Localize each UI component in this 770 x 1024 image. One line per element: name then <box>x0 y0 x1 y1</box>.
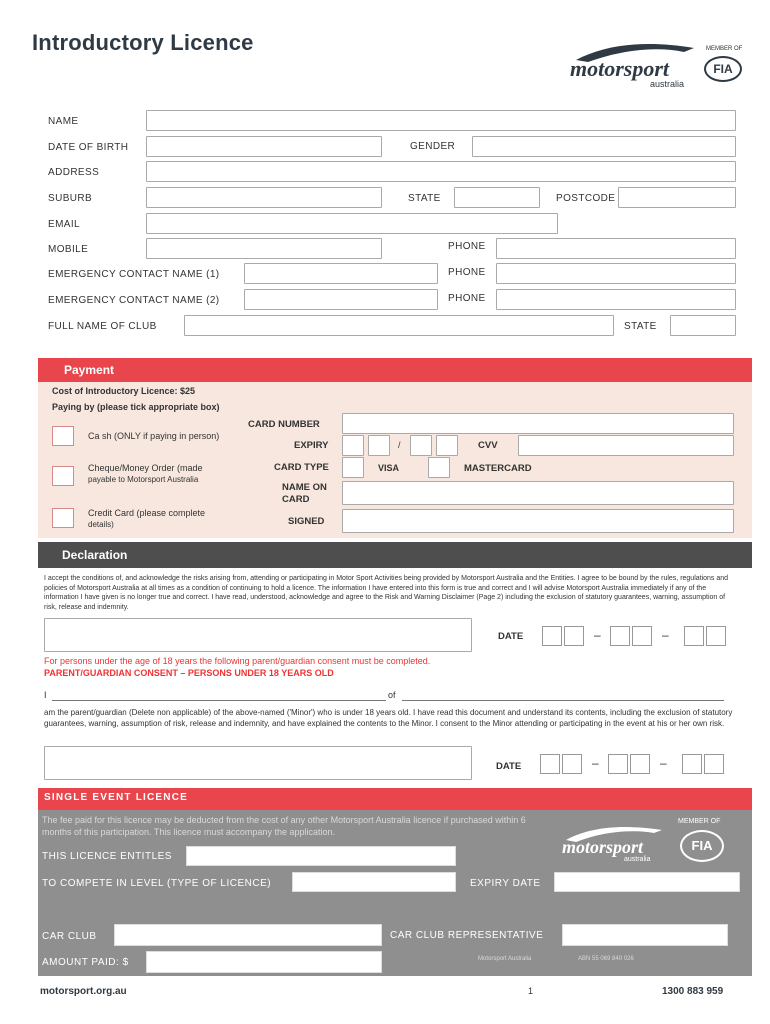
state-field[interactable] <box>454 187 540 208</box>
decl-date-box-1[interactable] <box>542 626 562 646</box>
paying-by-text: Paying by (please tick appropriate box) <box>52 402 220 412</box>
signed-label: SIGNED <box>288 516 325 527</box>
compete-label: TO COMPETE IN LEVEL (TYPE OF LICENCE) <box>42 878 272 889</box>
footer-page-number: 1 <box>528 986 534 996</box>
credit-label: Credit Card (please complete <box>88 508 206 518</box>
mastercard-label: MASTERCARD <box>464 463 532 474</box>
fia-logo-icon <box>704 56 742 82</box>
decl-date-box-3[interactable] <box>610 626 630 646</box>
dob-label: DATE OF BIRTH <box>48 142 129 153</box>
consent-date-box-2[interactable] <box>562 754 582 774</box>
decl-date-box-4[interactable] <box>632 626 652 646</box>
gender-label: GENDER <box>410 141 456 152</box>
visa-label: VISA <box>378 463 400 473</box>
decl-date-dash-2: – <box>662 628 669 642</box>
cvv-label: CVV <box>478 440 498 451</box>
email-label: EMAIL <box>48 219 81 230</box>
emergency1-label: EMERGENCY CONTACT NAME (1) <box>48 269 220 280</box>
consent-date-dash-1: – <box>592 756 599 770</box>
club-state-label: STATE <box>624 321 657 332</box>
single-event-fia-text: FIA <box>691 838 713 853</box>
consent-date-dash-2: – <box>660 756 667 770</box>
ma-small-text: Motorsport Australia <box>478 956 532 962</box>
cash-checkbox[interactable] <box>52 426 74 446</box>
footer-phone: 1300 883 959 <box>662 986 724 997</box>
decl-date-dash-1: – <box>594 628 601 642</box>
dob-field[interactable] <box>146 136 382 157</box>
cheque-label: Cheque/Money Order (made <box>88 463 203 473</box>
single-event-title: SINGLE EVENT LICENCE <box>44 792 189 803</box>
consent-i-label: I <box>44 690 47 700</box>
declaration-header <box>38 542 752 568</box>
logo-text: motorsport <box>570 56 670 81</box>
expiry-yy-1[interactable] <box>410 435 432 456</box>
signed-field[interactable] <box>342 509 734 533</box>
amount-paid-label: AMOUNT PAID: $ <box>42 957 129 968</box>
visa-checkbox[interactable] <box>342 457 364 478</box>
decl-date-box-6[interactable] <box>706 626 726 646</box>
name-on-card-field[interactable] <box>342 481 734 505</box>
suburb-label: SUBURB <box>48 193 93 204</box>
emergency2-label: EMERGENCY CONTACT NAME (2) <box>48 295 220 306</box>
cash-label: Ca sh (ONLY if paying in person) <box>88 431 220 441</box>
consent-date-box-6[interactable] <box>704 754 724 774</box>
car-club-field[interactable] <box>114 924 382 946</box>
card-label: CARD <box>282 494 310 505</box>
payment-header <box>38 358 752 382</box>
amount-paid-field[interactable] <box>146 951 382 973</box>
single-event-motorsport-logo <box>560 822 670 872</box>
cost-text: Cost of Introductory Licence: $25 <box>52 386 196 396</box>
expiry-mm-2[interactable] <box>368 435 390 456</box>
emergency1-phone-field[interactable] <box>496 263 736 284</box>
consent-title: PARENT/GUARDIAN CONSENT – PERSONS UNDER 18 YEARS OLD <box>44 668 334 678</box>
suburb-field[interactable] <box>146 187 382 208</box>
car-club-label: CAR CLUB <box>42 931 97 942</box>
single-event-logo-text: motorsport <box>562 837 644 857</box>
consent-text: am the parent/guardian (Delete non applicable) of the above-named ('Minor') who is under 18 years old. I have read this document and understand its contents, including the exclusion of statutory guarantees, warning, assumption of risk, release and indemnity, and have explained the contents to the Minor. I consent to the Minor attending or participating in the event at his or her own risk. <box>44 708 733 728</box>
decl-date-box-2[interactable] <box>564 626 584 646</box>
expiry-date-label: EXPIRY DATE <box>470 878 541 889</box>
address-label: ADDRESS <box>48 167 100 178</box>
mastercard-checkbox[interactable] <box>428 457 450 478</box>
declaration-title: Declaration <box>62 548 128 562</box>
single-event-fia-icon <box>680 830 724 862</box>
emergency1-field[interactable] <box>244 263 438 284</box>
expiry-yy-2[interactable] <box>436 435 458 456</box>
motorsport-logo <box>566 38 706 88</box>
single-event-logo-subtext: australia <box>624 856 651 863</box>
parent-address-line[interactable] <box>402 700 724 701</box>
cheque-checkbox[interactable] <box>52 466 74 486</box>
mobile-field[interactable] <box>146 238 382 259</box>
declaration-date-label: DATE <box>498 631 524 642</box>
card-number-field[interactable] <box>342 413 734 434</box>
consent-date-box-4[interactable] <box>630 754 650 774</box>
consent-date-box-5[interactable] <box>682 754 702 774</box>
entitles-label: THIS LICENCE ENTITLES <box>42 851 172 862</box>
emergency1-phone-label: PHONE <box>448 267 486 278</box>
emergency2-phone-field[interactable] <box>496 289 736 310</box>
parent-name-line[interactable] <box>52 700 386 701</box>
car-club-rep-label: CAR CLUB REPRESENTATIVE <box>390 930 544 941</box>
decl-date-box-5[interactable] <box>684 626 704 646</box>
cvv-field[interactable] <box>518 435 734 456</box>
phone-label: PHONE <box>448 241 486 252</box>
member-of-label: MEMBER OF <box>706 46 743 52</box>
consent-date-label: DATE <box>496 761 522 772</box>
card-type-label: CARD TYPE <box>274 462 329 473</box>
credit-label-2: details) <box>88 520 114 529</box>
cheque-label-2: payable to Motorsport Australia <box>88 475 199 484</box>
single-event-intro: The fee paid for this licence may be deducted from the cost of any other Motorsport Australia licence if purchased within 6 months of this participation. This licence must accompany the application. <box>42 815 526 837</box>
club-field[interactable] <box>184 315 614 336</box>
expiry-date-field[interactable] <box>554 872 740 892</box>
consent-date-box-3[interactable] <box>608 754 628 774</box>
consent-of-label: of <box>388 690 396 700</box>
club-state-field[interactable] <box>670 315 736 336</box>
gender-field[interactable] <box>472 136 736 157</box>
expiry-slash: / <box>398 440 401 450</box>
declaration-signature-field[interactable] <box>44 618 472 652</box>
under18-notice: For persons under the age of 18 years the following parent/guardian consent must be completed. <box>44 656 431 666</box>
card-number-label: CARD NUMBER <box>248 419 320 430</box>
compete-field[interactable] <box>292 872 456 892</box>
single-event-member-of: MEMBER OF <box>678 818 721 825</box>
postcode-label: POSTCODE <box>556 193 616 204</box>
name-label: NAME <box>48 116 79 127</box>
fia-text: FIA <box>713 62 733 76</box>
consent-date-box-1[interactable] <box>540 754 560 774</box>
address-field[interactable] <box>146 161 736 182</box>
expiry-mm-1[interactable] <box>342 435 364 456</box>
name-on-label: NAME ON <box>282 482 327 493</box>
mobile-label: MOBILE <box>48 244 89 255</box>
declaration-text: I accept the conditions of, and acknowledge the risks arising from, attending or participating in Motor Sport Activities being provided by Motorsport Australia and the Entities. I agree to be bound by the rules, regulations and policies of Motorsport Australia at all times as a condition of continuing to hold a licence. The information I have entered into this form is true and correct and I will advise Motorsport Australia immediately if any of the information I have given is no longer true and correct. I have read, understood, acknowledge and agree to the Risk and Warning Disclaimer (Page 2) including the exclusion of statutory guarantees, warning, assumption of risk, release and indemnity. <box>44 575 729 611</box>
entitles-field[interactable] <box>186 846 456 866</box>
page-title: Introductory Licence <box>32 30 254 55</box>
credit-checkbox[interactable] <box>52 508 74 528</box>
state-label: STATE <box>408 193 441 204</box>
emergency2-field[interactable] <box>244 289 438 310</box>
emergency2-phone-label: PHONE <box>448 293 486 304</box>
club-label: FULL NAME OF CLUB <box>48 321 157 332</box>
car-club-rep-field[interactable] <box>562 924 728 946</box>
abn-text: ABN 55 069 840 026 <box>578 956 634 962</box>
email-field[interactable] <box>146 213 558 234</box>
postcode-field[interactable] <box>618 187 736 208</box>
logo-subtext: australia <box>650 79 685 89</box>
payment-title: Payment <box>64 363 115 377</box>
name-field[interactable] <box>146 110 736 131</box>
footer-website: motorsport.org.au <box>40 986 127 997</box>
expiry-label: EXPIRY <box>294 440 329 451</box>
phone-field[interactable] <box>496 238 736 259</box>
consent-signature-field[interactable] <box>44 746 472 780</box>
single-event-header <box>38 788 752 810</box>
